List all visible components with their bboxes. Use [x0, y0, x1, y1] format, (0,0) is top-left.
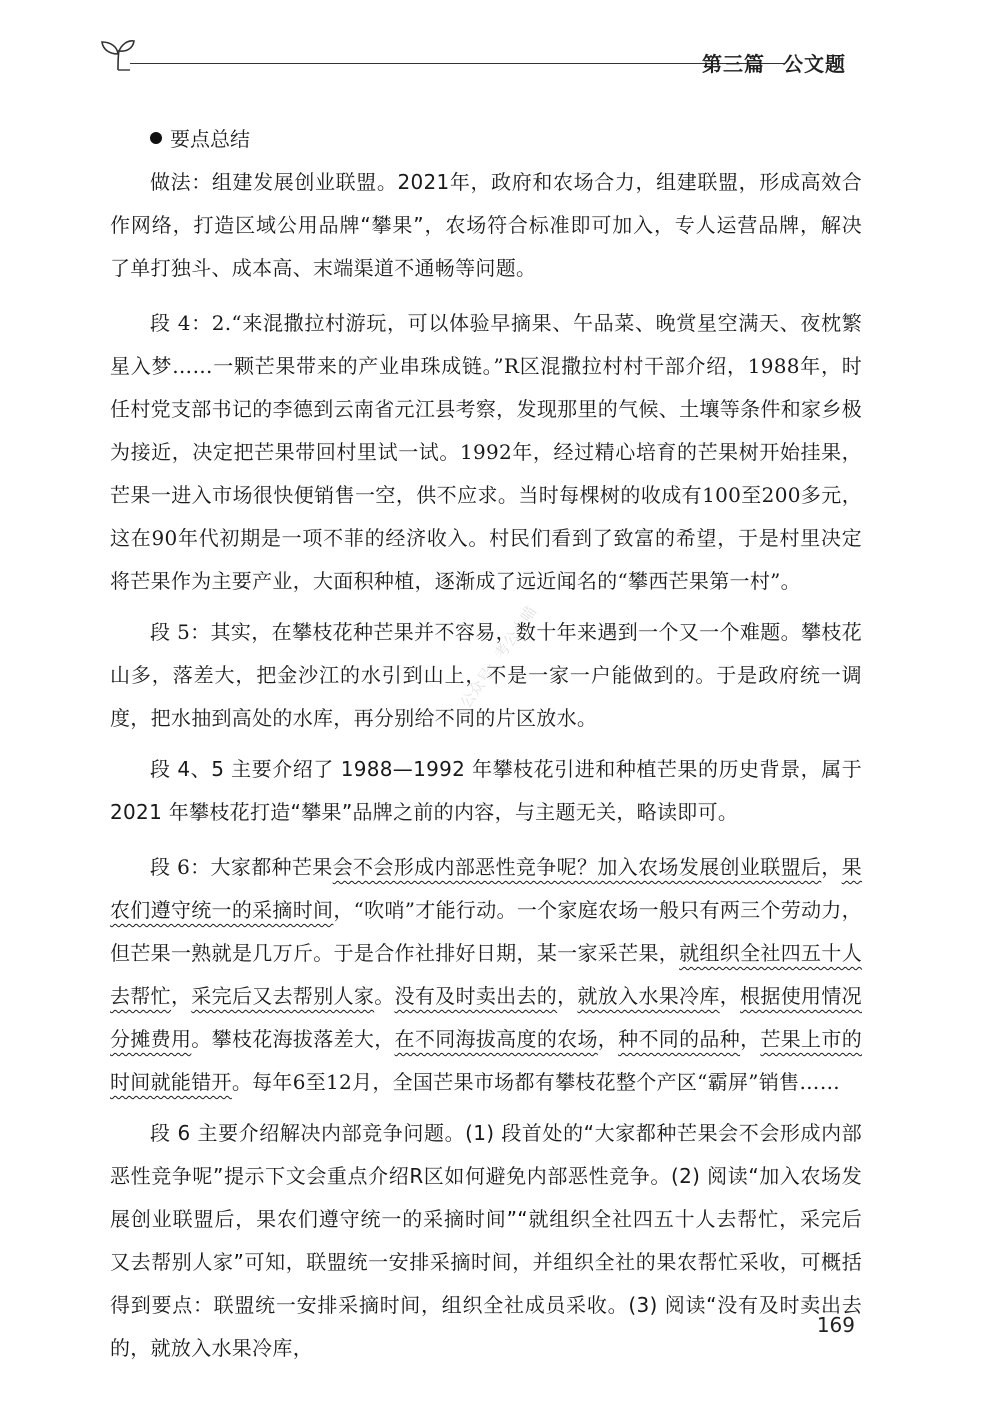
p6-underline: 种不同的品种 [618, 1027, 741, 1051]
bullet-icon [150, 132, 162, 144]
p6-underline: 会不会形成内部恶性竞争呢？ [332, 855, 598, 879]
p6-underline: 在不同海拔高度的农场 [394, 1027, 598, 1051]
p6-underline: 芒果上市的时间就能错开 [110, 1027, 863, 1094]
header-subject: 公文题 [783, 52, 846, 76]
summary-heading-text: 要点总结 [170, 127, 250, 151]
p6-seg: ，“吹哨”才能行动。一个家庭农场一般只有两三个劳动力，但芒果一熟就是几万斤。于是合作社排好日期，某一家采芒果， [110, 898, 862, 965]
p6-underline: 采完后又去帮别人家 [191, 984, 375, 1008]
header-rule [130, 63, 785, 64]
p6-seg: ， [821, 855, 842, 879]
watermark: 公众号：考公小喵 [456, 602, 541, 712]
p6-underline: 就组织全社四五十人去帮忙 [110, 941, 862, 1008]
analysis-4-5: 段 4、5 主要介绍了 1988—1992 年攀枝花引进和种植芒果的历史背景，属于 2021 年攀枝花打造“攀果”品牌之前的内容，与主题无关，略读即可。 [110, 757, 862, 824]
p6-seg: ， [740, 1027, 761, 1051]
p6-seg: ， [719, 984, 741, 1008]
summary-heading [110, 118, 862, 161]
paragraph-4: 段 4：2.“来混撒拉村游玩，可以体验早摘果、午品菜、晚赏星空满天、夜枕繁星入梦……一颗芒果带来的产业串珠成链。”R区混撒拉村村干部介绍，1988年，时任村党支部书记的李德到云南省元江县考察，发现那里的气候、土壤等条件和家乡极为接近，决定把芒果带回村里试一试。1992年，经过精心培育的芒果树开始挂果，芒果一进入市场很快便销售一空，供不应求。当时每棵树的收成有100至200多元，这在90年代初期是一项不菲的经济收入。村民们看到了致富的希望，于是村里决定将芒果作为主要产业，大面积种植，逐渐成了远近闻名的“攀西芒果第一村”。 [110, 311, 862, 593]
page-number: 169 [816, 1313, 855, 1337]
p6-seg: ， [557, 984, 578, 1008]
sprout-icon [100, 38, 136, 72]
p6-underline: 没有及时卖出去的 [394, 984, 558, 1008]
page-header [100, 38, 860, 78]
page-content [110, 118, 862, 1370]
paragraph-6 [110, 846, 862, 1104]
summary-text: 做法：组建发展创业联盟。2021年，政府和农场合力，组建联盟，形成高效合作网络，打造区域公用品牌“攀果”，农场符合标准即可加入，专人运营品牌，解决了单打独斗、成本高、末端渠道不通畅等问题。 [110, 170, 862, 280]
paragraph-5: 段 5：其实，在攀枝花种芒果并不容易，数十年来遇到一个又一个难题。攀枝花山多，落差大，把金沙江的水引到山上，不是一家一户能做到的。于是政府统一调度，把水抽到高处的水库，再分别给不同的片区放水。 [110, 620, 862, 730]
p6-underline: 加入农场发展创业联盟后 [597, 855, 822, 879]
analysis-6: 段 6 主要介绍解决内部竞争问题。(1) 段首处的“大家都种芒果会不会形成内部恶性竞争呢”提示下文会重点介绍R区如何避免内部恶性竞争。(2) 阅读“加入农场发展创业联盟后，果农们遵守统一的采摘时间”“就组织全社四五十人去帮忙，采完后又去帮别人家”可知，联盟统一安排采摘时间，并组织全社的果农帮忙采收，可概括得到要点：联盟统一安排采摘时间，组织全社成员采收。(3) 阅读“没有及时卖出去的，就放入水果冷库， [110, 1121, 862, 1360]
p6-seg: ， [597, 1027, 619, 1051]
header-title [702, 48, 846, 77]
p6-seg: 。 [374, 984, 395, 1008]
p6-seg: 。每年6至12月，全国芒果市场都有攀枝花整个产区“霸屏”销售…… [231, 1070, 841, 1094]
p6-seg: 段 6：大家都种芒果 [150, 855, 333, 879]
p6-underline: 果农们遵守统一的采摘时间 [110, 855, 862, 922]
p6-underline: 就放入水果冷库 [577, 984, 720, 1008]
p6-seg: ， [170, 984, 192, 1008]
header-section: 第三篇 [702, 52, 765, 76]
p6-seg: 。攀枝花海拔落差大， [191, 1027, 395, 1051]
p6-underline: 根据使用情况分摊费用 [110, 984, 862, 1051]
